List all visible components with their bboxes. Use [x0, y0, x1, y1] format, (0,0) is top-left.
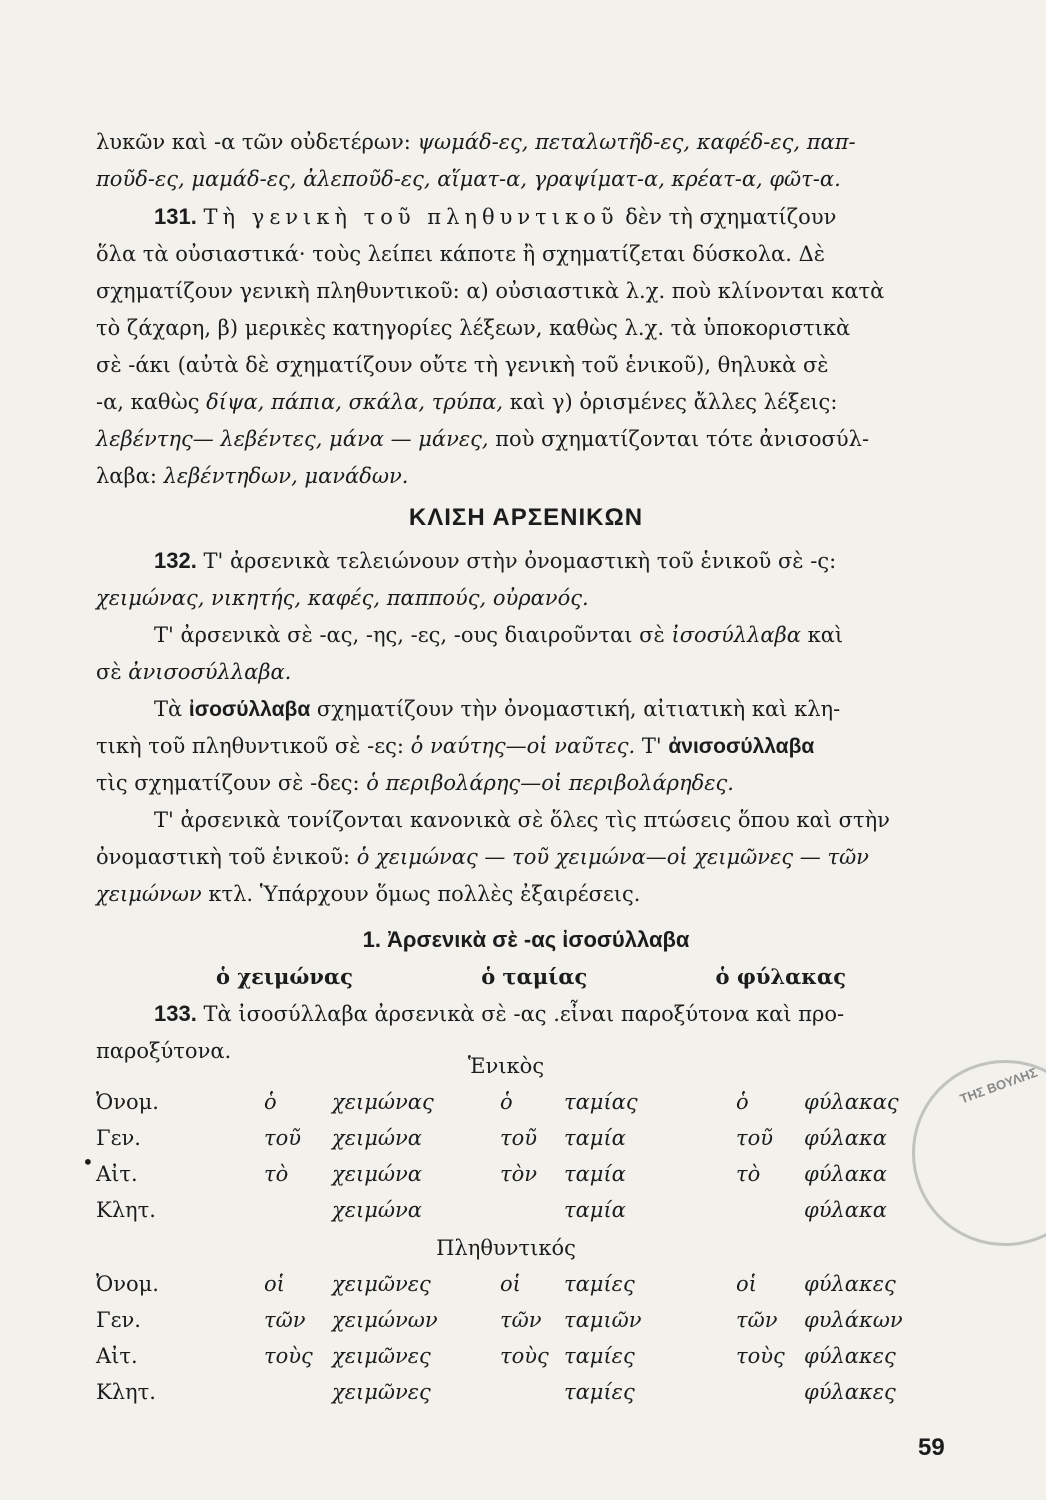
article: τοὺς — [500, 1344, 549, 1368]
section-number: 131. — [154, 204, 197, 229]
text-line: Τὰ — [154, 697, 189, 721]
case-label: Ὀνομ. — [96, 1090, 159, 1114]
noun-form: φύλακα — [804, 1126, 887, 1150]
paragraph-isosyllaba — [96, 691, 956, 802]
noun-form: φυλάκων — [804, 1308, 903, 1332]
text-line: καὶ — [800, 623, 844, 647]
noun-form: φύλακες — [804, 1380, 896, 1404]
noun-form: ταμία — [564, 1162, 626, 1186]
text-line: τικὴ τοῦ πληθυντικοῦ σὲ -ες: — [96, 734, 411, 758]
case-label: Ὀνομ. — [96, 1272, 159, 1296]
text-line: σὲ — [96, 660, 129, 684]
noun-form: ταμία — [564, 1198, 626, 1222]
text-line: ἰσοσύλλαβα — [671, 623, 801, 647]
paragraph-132 — [96, 542, 956, 617]
noun-form: ταμίας — [564, 1090, 638, 1114]
text-line: λυκῶν καὶ -α τῶν οὐδετέρων: — [96, 130, 418, 154]
paragraph-accent — [96, 802, 956, 913]
noun-form: ταμίες — [564, 1344, 635, 1368]
noun-form: χειμώνων — [332, 1308, 438, 1332]
para-continuation — [96, 124, 956, 198]
paragraph-131 — [96, 198, 956, 495]
table-row — [96, 1162, 916, 1198]
table-title-singular: Ἑνικὸς — [467, 1054, 545, 1078]
bullet-mark: • — [82, 1150, 94, 1174]
article: τῶν — [500, 1308, 542, 1332]
text-line: δίψα, πάπια, σκάλα, τρύπα, — [206, 390, 504, 414]
noun-form: φύλακες — [804, 1272, 896, 1296]
article: οἱ — [736, 1272, 757, 1296]
article: τοὺς — [736, 1344, 785, 1368]
noun-form: χειμώνα — [332, 1162, 422, 1186]
article: τῶν — [736, 1308, 778, 1332]
table-row — [96, 1126, 916, 1162]
text-line: παροξύτονα. — [96, 1039, 232, 1063]
text-line: δὲν τὴ σχηματίζουν — [618, 205, 837, 229]
article: τὸ — [736, 1162, 761, 1186]
section-number: 133. — [154, 1001, 197, 1026]
noun-form: φύλακα — [804, 1198, 887, 1222]
article: τῶν — [264, 1308, 306, 1332]
text-line: τὶς σχηματίζουν σὲ -δες: — [96, 771, 367, 795]
article: ὁ — [500, 1090, 513, 1114]
noun-form: χειμώνα — [332, 1126, 422, 1150]
text-line: Τ' — [635, 734, 669, 758]
noun-form: χειμῶνες — [332, 1380, 431, 1404]
noun-form: χειμώνα — [332, 1198, 422, 1222]
case-label: Κλητ. — [96, 1198, 156, 1222]
text-line: χειμώνων — [96, 882, 202, 906]
text-line: καὶ γ) ὁρισμένες ἄλλες λέξεις: — [503, 390, 838, 414]
article: τὸν — [500, 1162, 538, 1186]
article: τοὺς — [264, 1344, 313, 1368]
table-row — [96, 1308, 916, 1344]
article: οἱ — [500, 1272, 521, 1296]
bold-term: ἰσοσύλλαβα — [188, 698, 311, 721]
text-line: σχηματίζουν γενικὴ πληθυντικοῦ: α) οὐσιαστικὰ λ.χ. ποὺ κλίνονται κατὰ — [96, 279, 885, 303]
case-label: Αἰτ. — [96, 1162, 138, 1186]
section-number: 132. — [154, 548, 197, 573]
case-label: Αἰτ. — [96, 1344, 138, 1368]
stamp-lettering: ΤΗΣ ΒΟΥΛΗΣ — [957, 1064, 1040, 1107]
table-row — [96, 1198, 916, 1234]
paragraph-132b — [96, 617, 956, 691]
bold-term: ἀνισοσύλλαβα — [668, 735, 815, 758]
text-line: ὁ περιβολάρης—οἱ περιβολάρηδες. — [366, 771, 734, 795]
article: τοῦ — [500, 1126, 538, 1150]
example-noun: ὁ φύλακας — [715, 964, 846, 989]
article: οἱ — [264, 1272, 285, 1296]
table-title-plural: Πληθυντικός — [436, 1236, 576, 1260]
text-line: ποὺ σχηματίζονται τότε ἀνισοσύλ- — [488, 427, 870, 451]
text-line: ψωμάδ-ες, πεταλωτῆδ-ες, καφέδ-ες, παπ- — [417, 130, 856, 154]
article: τὸ — [264, 1162, 289, 1186]
text-line: -α, καθὼς — [96, 390, 207, 414]
text-line: ποῦδ-ες, μαμάδ-ες, ἀλεποῦδ-ες, αἵματ-α, γραψίματ-α, κρέατ-α, φῶτ-α. — [96, 167, 841, 191]
spaced-emphasis: Τὴ γενικὴ τοῦ πληθυντικοῦ — [203, 205, 619, 229]
noun-form: χειμῶνες — [332, 1344, 431, 1368]
table-row — [96, 1090, 916, 1126]
table-row — [96, 1344, 916, 1380]
body-text — [96, 124, 956, 1070]
example-noun: ὁ ταμίας — [481, 964, 588, 989]
article: ὁ — [736, 1090, 749, 1114]
text-line: Τὰ ἰσοσύλλαβα ἀρσενικὰ σὲ -ας .εἶναι παροξύτονα καὶ προ- — [196, 1002, 845, 1026]
noun-form: φύλακα — [804, 1162, 887, 1186]
case-label: Γεν. — [96, 1126, 141, 1150]
text-line: σὲ -άκι (αὐτὰ δὲ σχηματίζουν οὔτε τὴ γενικὴ τοῦ ἑνικοῦ), θηλυκὰ σὲ — [96, 353, 829, 377]
text-line: σχηματίζουν τὴν ὀνομαστική, αἰτιατικὴ καὶ κλη- — [310, 697, 841, 721]
text-line: Τ' ἀρσενικὰ τελειώνουν στὴν ὀνομαστικὴ τοῦ ἑνικοῦ σὲ -ς: — [196, 549, 837, 573]
noun-form: χειμῶνες — [332, 1272, 431, 1296]
noun-form: ταμίες — [564, 1380, 635, 1404]
text-line: λεβέντηδων, μανάδων. — [163, 464, 409, 488]
page-number: 59 — [918, 1434, 945, 1461]
text-line: ὁ ναύτης—οἱ ναῦτες. — [410, 734, 636, 758]
article: ὁ — [264, 1090, 277, 1114]
noun-form: ταμιῶν — [564, 1308, 642, 1332]
noun-form: φύλακες — [804, 1344, 896, 1368]
noun-form: χειμώνας — [332, 1090, 434, 1114]
text-line: λαβα: — [96, 464, 164, 488]
case-label: Κλητ. — [96, 1380, 156, 1404]
table-row — [96, 1380, 916, 1416]
article: τοῦ — [264, 1126, 302, 1150]
text-line: ὁ χειμώνας — τοῦ χειμώνα—οἱ χειμῶνες — τῶν — [356, 845, 869, 869]
text-line: Τ' ἀρσενικὰ σὲ -ας, -ης, -ες, -ους διαιροῦνται σὲ — [154, 623, 672, 647]
section-heading: ΚΛΙΣΗ ΑΡΣΕΝΙΚΩΝ — [408, 504, 644, 531]
noun-form: ταμία — [564, 1126, 626, 1150]
text-line: κτλ. Ὑπάρχουν ὅμως πολλὲς ἐξαιρέσεις. — [201, 882, 641, 906]
case-label: Γεν. — [96, 1308, 141, 1332]
text-line: Τ' ἀρσενικὰ τονίζονται κανονικὰ σὲ ὅλες τὶς πτώσεις ὅπου καὶ στὴν — [154, 808, 890, 832]
text-line: ὅλα τὰ οὐσιαστικά· τοὺς λείπει κάποτε ἢ σχηματίζεται δύσκολα. Δὲ — [96, 242, 826, 266]
text-line: λεβέντης— λεβέντες, μάνα — μάνες, — [96, 427, 489, 451]
text-line: ὀνομαστικὴ τοῦ ἑνικοῦ: — [96, 845, 357, 869]
noun-form: ταμίες — [564, 1272, 635, 1296]
subsection-heading: 1. Ἀρσενικὰ σὲ -ας ἰσοσύλλαβα — [362, 927, 690, 952]
example-nouns — [96, 958, 956, 995]
table-row — [96, 1272, 916, 1308]
example-noun: ὁ χειμώνας — [216, 964, 353, 989]
article: τοῦ — [736, 1126, 774, 1150]
text-line: χειμώνας, νικητής, καφές, παππούς, οὐρανός. — [96, 586, 589, 610]
noun-form: φύλακας — [804, 1090, 899, 1114]
text-line: τὸ ζάχαρη, β) μερικὲς κατηγορίες λέξεων, καθὼς λ.χ. τὰ ὑποκοριστικὰ — [96, 316, 851, 340]
text-line: ἀνισοσύλλαβα. — [128, 660, 292, 684]
